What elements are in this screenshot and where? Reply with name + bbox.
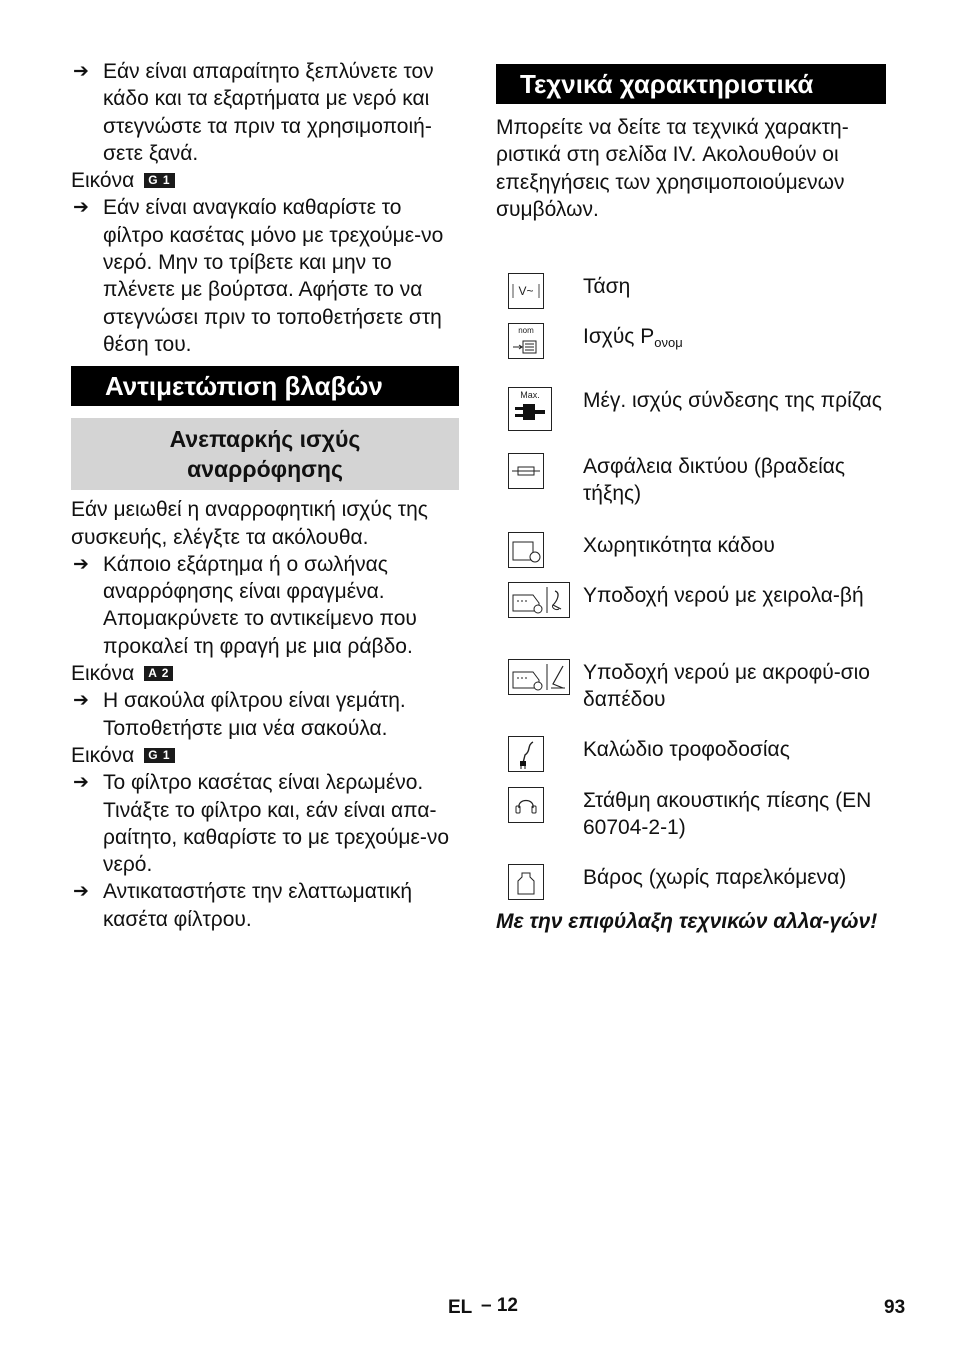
arrow-right-icon: ➔ (73, 553, 89, 575)
container-capacity-icon (508, 532, 544, 568)
rated-power-icon (508, 323, 544, 359)
footer-language: EL (448, 1297, 473, 1318)
voltage-icon (508, 273, 544, 309)
list-item: ➔ Η σακούλα φίλτρου είναι γεμάτη. Τοποθετήστε μια νέα σακούλα. (73, 689, 406, 740)
figure-badge: G 1 (144, 748, 174, 763)
figure-reference: Εικόνα G 1 (71, 167, 459, 194)
left-column (71, 58, 459, 933)
svg-text:nom: nom (518, 326, 534, 335)
water-intake-handle-icon (508, 582, 570, 618)
page-number: 93 (884, 1297, 906, 1318)
footer-section-number: – 12 (481, 1295, 518, 1316)
section-heading: Αντιμετώπιση βλαβών (71, 366, 459, 406)
sound-pressure-icon (508, 787, 544, 823)
max-socket-power-icon (508, 387, 552, 431)
section-heading: Τεχνικά χαρακτηριστικά (496, 64, 886, 104)
figure-reference: Εικόνα G 1 (71, 742, 459, 769)
list-item: ➔ Κάποιο εξάρτημα ή ο σωλήνας αναρρόφησης είναι φραγμένα. Απομακρύνετε το αντικείμενο που προκαλεί τη φραγή με μια ράβδο. (73, 552, 417, 658)
fuse-icon (508, 453, 544, 489)
arrow-right-icon: ➔ (73, 61, 89, 82)
figure-reference: Εικόνα A 2 (71, 660, 459, 687)
svg-text:V~: V~ (518, 284, 534, 298)
list-item: ➔ Το φίλτρο κασέτας είναι λερωμένο. Τινάξτε το φίλτρο και, εάν είναι απα-ραίτητο, καθαρίστε το με τρεχούμε-νο νερό. (73, 771, 450, 877)
power-cable-icon (508, 736, 544, 772)
figure-badge: A 2 (144, 666, 173, 681)
intro-paragraph: Εάν μειωθεί η αναρροφητική ισχύς της συσκευής, ελέγξτε τα ακόλουθα. (71, 498, 428, 549)
arrow-right-icon: ➔ (73, 772, 89, 794)
technical-changes-note: Με την επιφύλαξη τεχνικών αλλα-γών! (496, 910, 878, 933)
list-item: ➔ Εάν είναι απαραίτητο ξεπλύνετε τον κάδο και τα εξαρτήματα με νερό και στεγνώστε τα πριν τα χρησιμοποιή-σετε ξανά. (73, 60, 434, 165)
arrow-right-icon: ➔ (73, 881, 89, 903)
right-column (496, 64, 886, 223)
list-item: ➔ Εάν είναι αναγκαίο καθαρίστε το φίλτρο κασέτας μόνο με τρεχούμε-νο νερό. Μην το τρίβετε και μην το πλένετε με βούρτσα. Αφήστε το να στεγνώσει πριν το τοποθετήσετε στη θέση του. (73, 196, 444, 356)
arrow-right-icon: ➔ (73, 197, 89, 219)
subsection-heading: Ανεπαρκής ισχύς αναρρόφησης (71, 418, 459, 490)
intro-paragraph: Μπορείτε να δείτε τα τεχνικά χαρακτη-ριστικά στη σελίδα IV. Ακολουθούν οι επεξηγήσεις των χρησιμοποιούμενων συμβόλων. (496, 116, 849, 221)
weight-icon (508, 864, 544, 900)
figure-badge: G 1 (144, 173, 174, 188)
water-intake-floor-nozzle-icon (508, 659, 570, 695)
arrow-right-icon: ➔ (73, 690, 89, 712)
list-item: ➔ Αντικαταστήστε την ελαττωματική κασέτα φίλτρου. (73, 880, 413, 931)
svg-text:Max.: Max. (520, 390, 540, 400)
